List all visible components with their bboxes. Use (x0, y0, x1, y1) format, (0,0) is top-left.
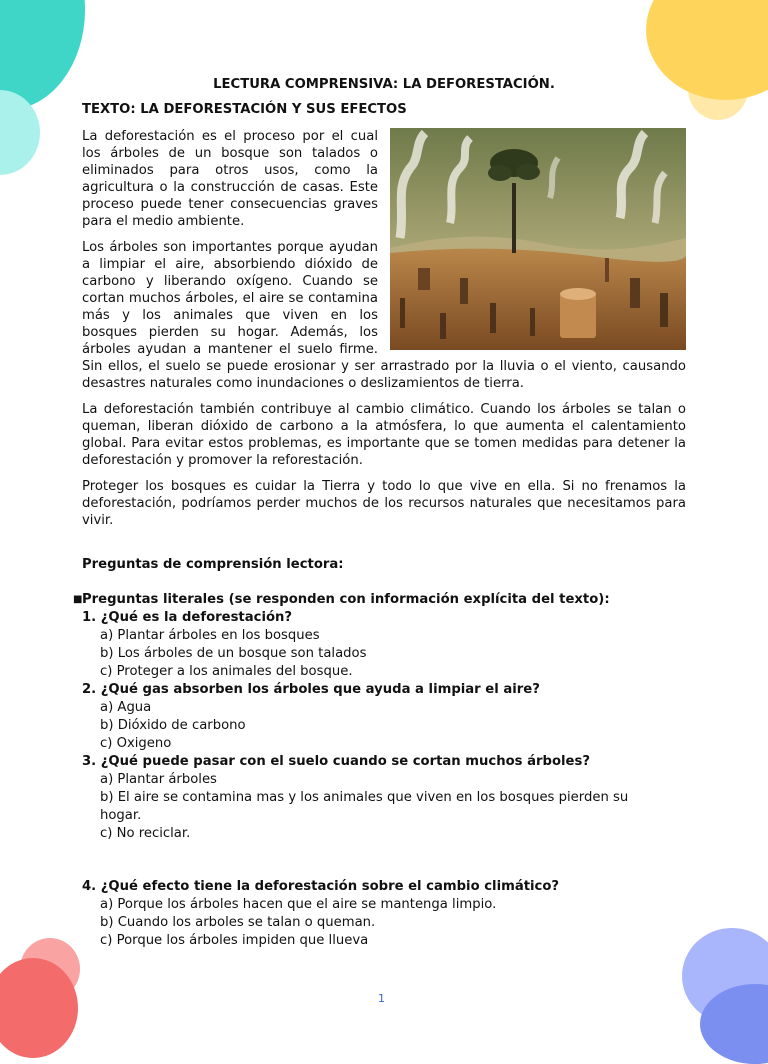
questions-title: Preguntas de comprensión lectora: (82, 557, 344, 572)
question-text: 1. ¿Qué es la deforestación? (82, 610, 293, 625)
option: a) Plantar árboles en los bosques (100, 628, 320, 643)
paragraph-3: La deforestación también contribuye al cambio climático. Cuando los árboles se talan o queman, liberan dióxido de carbono a la atmósfera, lo que aumenta el calentamiento global. Para evitar estos problemas, es importante que se tomen medidas para detener la deforestación y promover la reforestación. (82, 402, 686, 468)
bullet-icon: ■ (73, 594, 83, 605)
paragraph-2: Los árboles son importantes porque ayudan a limpiar el aire, absorbiendo dióxido de carbono y liberando oxígeno. Cuando se cortan muchos árboles, el aire se contamina más y los animales que viven en los bosques pierden su hogar. Además, los árboles ayudan a mantener el suelo firme. Sin ellos, el suelo se puede erosionar y ser arrastrado por la lluvia o el viento, causando desastres naturales como inundaciones o deslizamientos de tierra. (82, 240, 686, 391)
option: b) El aire se contamina mas y los animales que viven en los bosques pierden su hogar. (100, 790, 629, 823)
option: a) Agua (100, 700, 152, 715)
deforestation-image (390, 128, 686, 350)
literal-questions-label: Preguntas literales (se responden con información explícita del texto): (82, 592, 610, 607)
question-text: 4. ¿Qué efecto tiene la deforestación sobre el cambio climático? (82, 879, 560, 894)
text-subtitle: TEXTO: LA DEFORESTACIÓN Y SUS EFECTOS (82, 102, 407, 117)
literal-questions-heading (73, 591, 686, 608)
option: b) Cuando los arboles se talan o queman. (100, 915, 376, 930)
option: b) Dióxido de carbono (100, 718, 246, 733)
option: c) No reciclar. (100, 826, 191, 841)
question-2 (82, 681, 686, 753)
document-title: LECTURA COMPRENSIVA: LA DEFORESTACIÓN. (213, 77, 555, 92)
option: c) Porque los árboles impiden que llueva (100, 933, 369, 948)
option: a) Porque los árboles hacen que el aire se mantenga limpio. (100, 897, 497, 912)
option: c) Oxigeno (100, 736, 172, 751)
option: c) Proteger a los animales del bosque. (100, 664, 353, 679)
page-number: 1 (378, 992, 385, 1005)
question-1 (82, 609, 686, 681)
question-4 (82, 878, 686, 950)
question-3 (82, 753, 686, 843)
document-page (73, 70, 686, 950)
option: b) Los árboles de un bosque son talados (100, 646, 367, 661)
paragraph-4: Proteger los bosques es cuidar la Tierra y todo lo que vive en ella. Si no frenamos la deforestación, podríamos perder muchos de los recursos naturales que necesitamos para vivir. (82, 479, 686, 528)
paragraph-1: La deforestación es el proceso por el cual los árboles de un bosque son talados o eliminados para otros usos, como la agricultura o la construcción de casas. Este proceso puede tener consecuencias graves para el medio ambiente. (82, 129, 378, 229)
question-text: 3. ¿Qué puede pasar con el suelo cuando se cortan muchos árboles? (82, 754, 590, 769)
option: a) Plantar árboles (100, 772, 217, 787)
question-text: 2. ¿Qué gas absorben los árboles que ayuda a limpiar el aire? (82, 682, 540, 697)
